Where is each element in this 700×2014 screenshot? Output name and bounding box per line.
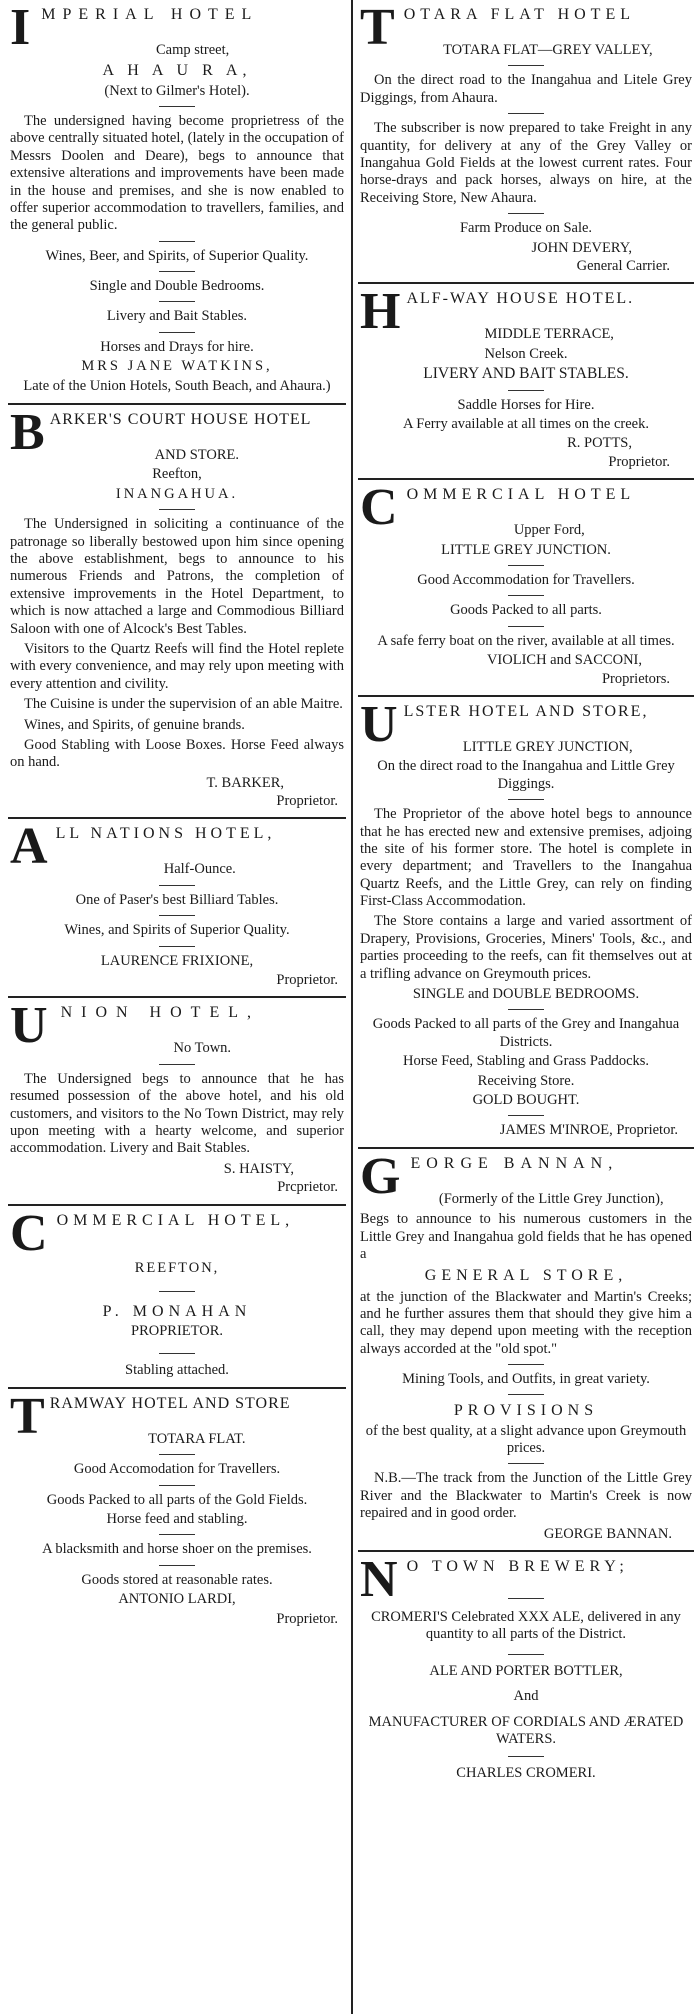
drop-cap: N [360, 1551, 403, 1609]
no-town-brewery-ad: N O TOWN BREWERY; CROMERI'S Celebrated XXX ALE, delivered in any quantity to all parts of the District. ALE AND PORTER BOTTLER, And MANUFACTURER OF CORDIALS AND ÆRATED WATERS. CHARLES CROMERI. [358, 1558, 694, 1791]
divider [508, 1364, 544, 1365]
divider [508, 1598, 544, 1599]
divider [508, 65, 544, 66]
ad-heading: TOTARA FLAT HOTEL [360, 0, 635, 56]
ad-heading: TRAMWAY HOTEL AND STORE [10, 1387, 291, 1445]
ad-heading: COMMERCIAL HOTEL [360, 479, 636, 537]
ad-heading: ULSTER HOTEL AND STORE, [360, 695, 649, 753]
divider [159, 241, 195, 242]
advertiser-name: JAMES M'INROE, Proprietor. [499, 1122, 678, 1139]
divider [508, 213, 544, 214]
divider [508, 1756, 544, 1757]
ulster-hotel-ad: ULSTER HOTEL AND STORE, LITTLE GREY JUNCTION, On the direct road to the Inangahua and Little Grey Diggings. The Proprietor of the above hotel begs to announce that he has erected new and extensive premises, adjoing the site of his former store. The hotel is complete in every department; and Travellers to the Inangahua Quartz Reefs, and the Little Grey, can rely on finding First-Class Accommodation. The Store contains a large and varied assortment of Drapery, Provisions, Groceries, Miners' Tools, &c., and parties proceeding to the reefs, can fit themselves out at a trifling advance on Greymouth prices. SINGLE and DOUBLE BEDROOMS. Goods Packed to all parts of the Grey and Inangahua Districts. Horse Feed, Stabling and Grass Paddocks. Receiving Store. GOLD BOUGHT. JAMES M'INROE, Proprietor. [358, 703, 694, 1149]
advertiser-name: T. BARKER, [206, 774, 284, 791]
advertiser-name: S. HAISTY, [223, 1160, 294, 1177]
advertiser-name: ANTONIO LARDI, [118, 1591, 236, 1608]
ad-heading: HALF-WAY HOUSE HOTEL. [360, 283, 635, 341]
advertiser-name: R. POTTS, [567, 435, 632, 452]
drop-cap: B [10, 404, 46, 462]
column-rule [351, 0, 353, 2014]
advertiser-name: MRS JANE WATKINS, [81, 358, 273, 375]
drop-cap: T [10, 1387, 46, 1445]
advertiser-name: CHARLES CROMERI. [456, 1765, 596, 1782]
all-nations-hotel-ad: ALL NATIONS HOTEL, Half-Ounce. One of Paser's best Billiard Tables. Wines, and Spirits of Superior Quality. LAURENCE FRIXIONE, Proprietor. [8, 825, 346, 998]
divider [159, 509, 195, 510]
divider [508, 799, 544, 800]
divider [159, 1565, 195, 1566]
totara-flat-hotel-ad: TOTARA FLAT HOTEL TOTARA FLAT—GREY VALLEY, On the direct road to the Inangahua and Litele Grey Diggings, from Ahaura. The subscriber is now prepared to take Freight in any quantity, for delivery at any of the Grey Valley or Inangahua Gold Fields at the lowest current rates. Four horse-drays and pack horses, always on hire, at the Receiving Store, New Ahaura. Farm Produce on Sale. JOHN DEVERY, General Carrier. [358, 6, 694, 284]
drop-cap: U [10, 997, 57, 1055]
ad-heading: N O TOWN BREWERY; [360, 1551, 629, 1609]
advertiser-name: JOHN DEVERY, [531, 239, 632, 256]
ad-heading: IMPERIAL HOTEL [10, 0, 259, 56]
ad-heading: ALL NATIONS HOTEL, [10, 818, 276, 876]
ad-heading: COMMERCIAL HOTEL, [10, 1204, 295, 1262]
divider [508, 595, 544, 596]
divider [508, 390, 544, 391]
drop-cap: T [360, 0, 400, 56]
divider [159, 915, 195, 916]
advertiser-name: P. MONAHAN [102, 1302, 252, 1320]
tramway-hotel-ad: TRAMWAY HOTEL AND STORE TOTARA FLAT. Good Accomodation for Travellers. Goods Packed to all parts of the Gold Fields. Horse feed and stabling. A blacksmith and horse shoer on the premises. Goods stored at reasonable rates. ANTONIO LARDI, Proprietor. [8, 1395, 346, 1635]
drop-cap: U [360, 695, 400, 753]
ad-heading: BARKER'S COURT HOUSE HOTEL [10, 404, 312, 462]
divider [159, 885, 195, 886]
drop-cap: C [360, 479, 403, 537]
commercial-hotel-upper-ford-ad: COMMERCIAL HOTEL Upper Ford, LITTLE GREY JUNCTION. Good Accommodation for Travellers. Goods Packed to all parts. A safe ferry boat on the river, available at all times. VIOLICH and SACCONI, Proprietors. [358, 486, 694, 697]
divider [508, 565, 544, 566]
union-hotel-ad: UNION HOTEL, No Town. The Undersigned begs to announce that he has resumed possession of the above hotel, and his old customers, and visitors to the No Town District, may rely upon meeting with a hearty welcome, and superior accommodation. Livery and Bait Stables. S. HAISTY, Prcprietor. [8, 1004, 346, 1205]
drop-cap: A [10, 818, 52, 876]
left-column [8, 0, 346, 2014]
divider [159, 1064, 195, 1065]
divider [508, 1115, 544, 1116]
divider [159, 1485, 195, 1486]
advertiser-name: VIOLICH and SACCONI, [486, 652, 642, 669]
drop-cap: H [360, 283, 403, 341]
divider [508, 1394, 544, 1395]
divider [159, 271, 195, 272]
divider [508, 1009, 544, 1010]
advertiser-name: LAURENCE FRIXIONE, [100, 952, 254, 969]
drop-cap: I [10, 0, 38, 56]
barkers-hotel-ad: BARKER'S COURT HOUSE HOTEL AND STORE. Reefton, INANGAHUA. The Undersigned in soliciting a continuance of the patronage so liberally bestowed upon him since opening the above establishment, begs to announce to his numerous Friends and Patrons, the completion of extensive improvements in the Hotel Department, to which is now attached a large and Commodious Billiard Saloon with one of Alcock's Best Tables. Visitors to the Quartz Reefs will find the Hotel replete with every convenience, and may rely upon meeting with every attention and civility. The Cuisine is under the supervision of an able Maitre. Wines, and Spirits, of genuine brands. Good Stabling with Loose Boxes. Horse Feed always on hand. T. BARKER, Proprietor. [8, 411, 346, 819]
imperial-hotel-ad: IMPERIAL HOTEL Camp street, A H A U R A, (Next to Gilmer's Hotel). The undersigned having become proprietress of the above centrally situated hotel, (lately in the occupation of Messrs Doolen and Deare), begs to announce that extensive alterations and improvements have been made in the house and premises, and she is now enabled to offer superior accommodation to travellers, families, and the general public. Wines, Beer, and Spirits, of Superior Quality. Single and Double Bedrooms. Livery and Bait Stables. Horses and Drays for hire. MRS JANE WATKINS, Late of the Union Hotels, South Beach, and Ahaura.) [8, 6, 346, 405]
divider [508, 113, 544, 114]
ad-heading: GEORGE BANNAN, [360, 1147, 619, 1205]
divider [508, 626, 544, 627]
divider [159, 332, 195, 333]
advertiser-name: GEORGE BANNAN. [543, 1525, 672, 1542]
ad-heading: UNION HOTEL, [10, 997, 260, 1055]
divider [159, 1534, 195, 1535]
commercial-hotel-reefton-ad: COMMERCIAL HOTEL, REEFTON, P. MONAHAN PROPRIETOR. Stabling attached. [8, 1212, 346, 1389]
divider [159, 301, 195, 302]
drop-cap: G [360, 1147, 407, 1205]
divider [159, 946, 195, 947]
drop-cap: C [10, 1204, 53, 1262]
divider [159, 1454, 195, 1455]
divider [159, 1353, 195, 1354]
divider [159, 106, 195, 107]
divider [508, 1654, 544, 1655]
right-column [358, 0, 694, 2014]
george-bannan-store-ad: GEORGE BANNAN, (Formerly of the Little Grey Junction), Begs to announce to his numerous customers in the Little Grey and Inangahua gold fields that he has opened a GENERAL STORE, at the junction of the Blackwater and Martin's Creeks; and he further assures them that should they give him a call, they may depend upon meeting with the reception always accorded at the "old spot." Mining Tools, and Outfits, in great variety. PROVISIONS of the best quality, at a slight advance upon Greymouth prices. N.B.—The track from the Junction of the Little Grey River and the Blackwater to Martin's Creek is now repaired and in good order. GEORGE BANNAN. [358, 1155, 694, 1552]
divider [508, 1463, 544, 1464]
half-way-house-hotel-ad: HALF-WAY HOUSE HOTEL. MIDDLE TERRACE, Nelson Creek. LIVERY AND BAIT STABLES. Saddle Horses for Hire. A Ferry available at all times on the creek. R. POTTS, Proprietor. [358, 290, 694, 480]
divider [159, 1291, 195, 1292]
